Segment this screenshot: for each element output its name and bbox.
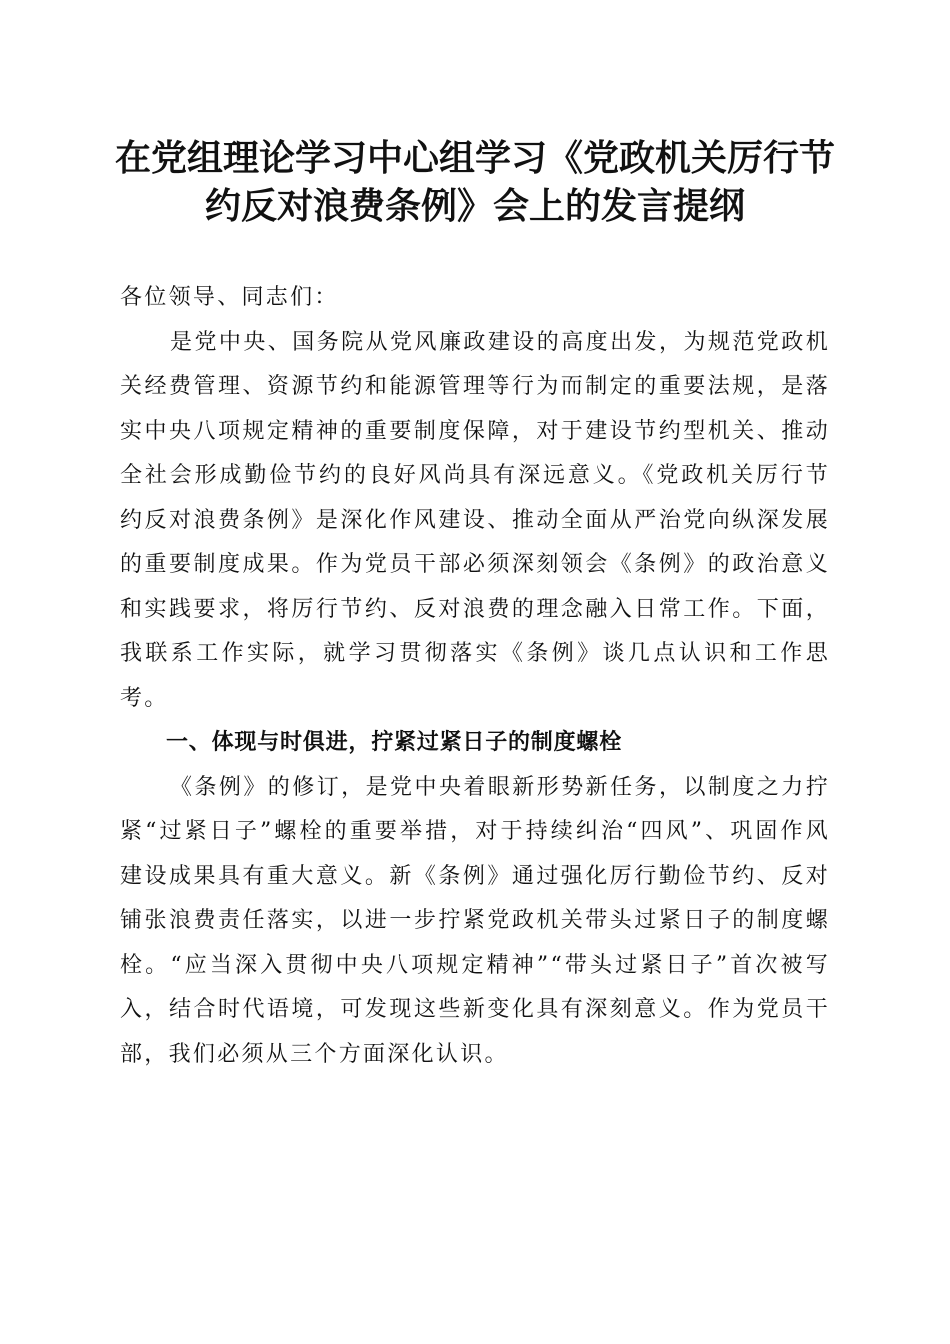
- section-heading: 一、体现与时俱进，拧紧过紧日子的制度螺栓: [166, 730, 623, 755]
- document-title: [100, 134, 850, 230]
- salutation: 各位领导、同志们：: [120, 285, 339, 310]
- title-line-2: 约反对浪费条例》会上的发言提纲: [204, 185, 745, 227]
- title-line-1: 在党组理论学习中心组学习《党政机关厉行节: [114, 137, 835, 179]
- document-body: [120, 276, 830, 1077]
- intro-paragraph: 是党中央、国务院从党风廉政建设的高度出发，为规范党政机关经费管理、资源节约和能源管理等行为而制定的重要法规，是落实中央八项规定精神的重要制度保障，对于建设节约型机关、推动全社会形成勤俭节约的良好风尚具有深远意义。《党政机关厉行节约反对浪费条例》是深化作风建设、推动全面从严治党向纵深发展的重要制度成果。作为党员干部必须深刻领会《条例》的政治意义和实践要求，将厉行节约、反对浪费的理念融入日常工作。下面，我联系工作实际，就学习贯彻落实《条例》谈几点认识和工作思考。: [120, 329, 830, 711]
- section-paragraph: 《条例》的修订，是党中央着眼新形势新任务，以制度之力拧紧“过紧日子”螺栓的重要举措，对于持续纠治“四风”、巩固作风建设成果具有重大意义。新《条例》通过强化厉行勤俭节约、反对铺张浪费责任落实，以进一步拧紧党政机关带头过紧日子的制度螺栓。“应当深入贯彻中央八项规定精神”“带头过紧日子”首次被写入，结合时代语境，可发现这些新变化具有深刻意义。作为党员干部，我们必须从三个方面深化认识。: [120, 774, 830, 1067]
